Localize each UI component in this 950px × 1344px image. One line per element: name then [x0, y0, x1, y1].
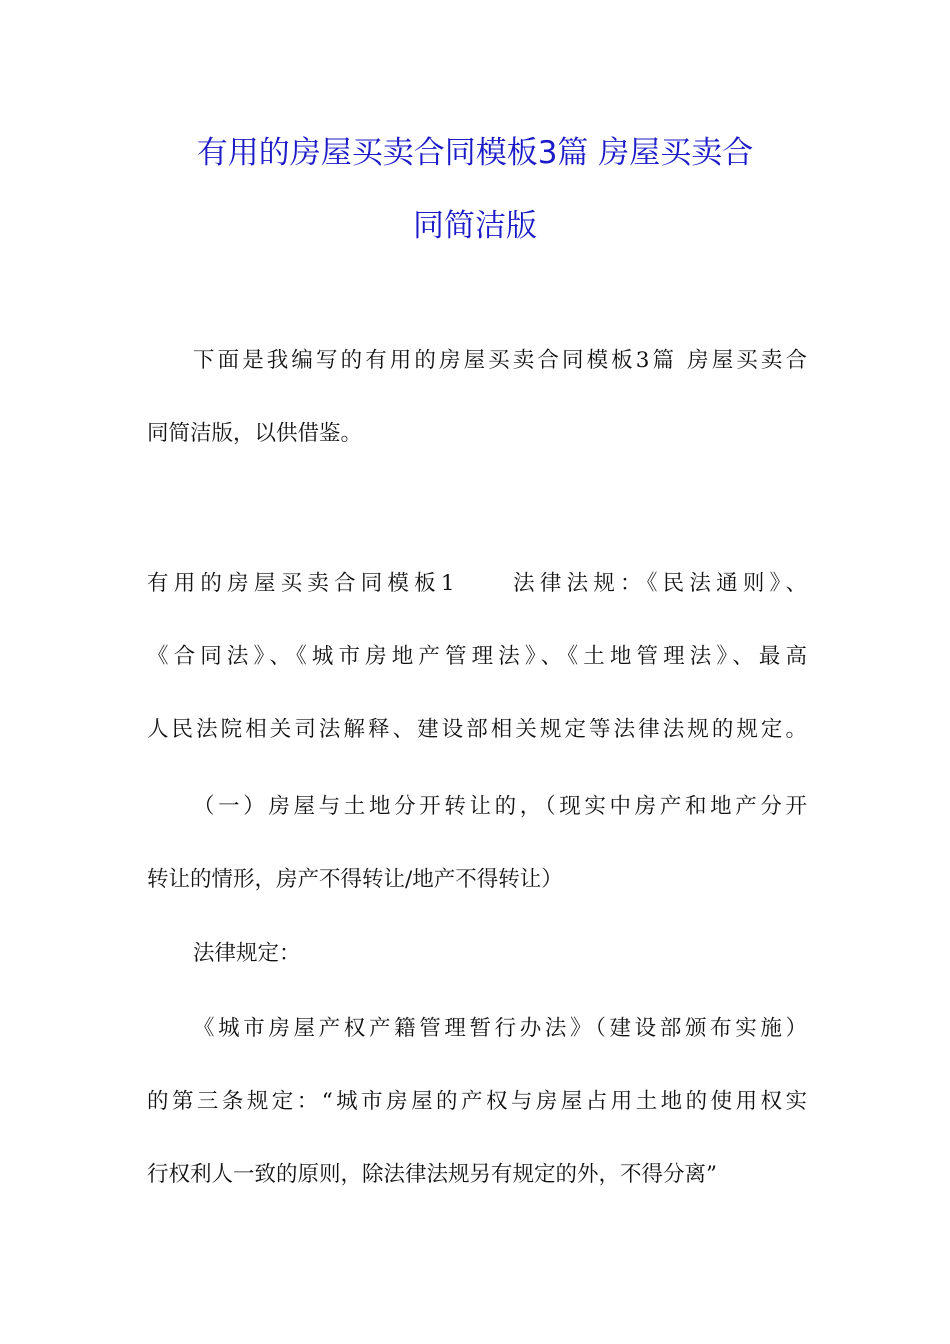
item-1-paragraph — [147, 770, 807, 916]
section-1-paragraph — [147, 547, 807, 766]
document-title — [120, 117, 830, 263]
intro-line-1: 下面是我编写的有用的房屋买卖合同模板3篇 房屋买卖合 — [193, 348, 807, 373]
title-line-2: 同简洁版 — [413, 208, 537, 244]
item-1-line-1: （一）房屋与土地分开转让的，（现实中房产和地产分开 — [193, 794, 807, 819]
item-1-line-2: 转让的情形，房产不得转让/地产不得转让） — [147, 867, 563, 892]
regulation-line-1: 《城市房屋产权产籍管理暂行办法》（建设部颁布实施） — [193, 1016, 807, 1041]
section-1-line-1: 有用的房屋买卖合同模板1 法律法规：《民法通则》、 — [147, 571, 807, 596]
title-line-1: 有用的房屋买卖合同模板3篇 房屋买卖合 — [196, 135, 754, 171]
legal-label: 法律规定： — [193, 941, 301, 966]
regulation-paragraph — [147, 992, 807, 1211]
regulation-line-2: 的第三条规定：“城市房屋的产权与房屋占用土地的使用权实 — [147, 1089, 807, 1114]
regulation-line-3: 行权利人一致的原则，除法律法规另有规定的外，不得分离” — [147, 1162, 717, 1187]
legal-label-paragraph — [147, 917, 807, 990]
intro-line-2: 同简洁版，以供借鉴。 — [147, 421, 363, 446]
section-1-line-2: 《合同法》、《城市房地产管理法》、《土地管理法》、最高 — [147, 644, 807, 669]
intro-paragraph — [147, 324, 807, 470]
section-1-line-3: 人民法院相关司法解释、建设部相关规定等法律法规的规定。 — [147, 717, 807, 742]
